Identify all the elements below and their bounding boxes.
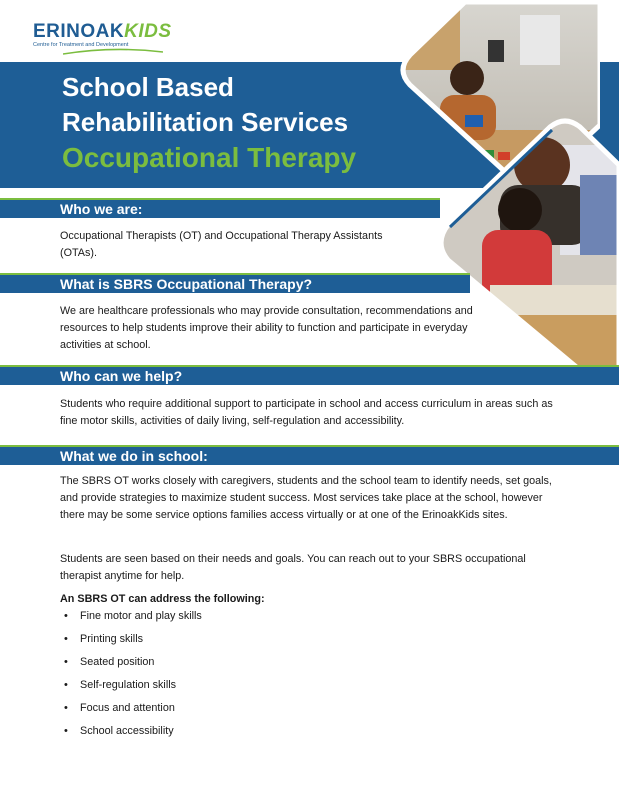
section-bar-who-can-we-help — [0, 365, 619, 385]
section-title-who-we-are: Who we are: — [60, 201, 143, 217]
logo-erinoak-text: ERINOAK — [33, 21, 125, 42]
section-title-what-is: What is SBRS Occupational Therapy? — [60, 276, 313, 292]
erinoakkids-logo — [33, 22, 173, 52]
logo-kids-text: KIDS — [124, 21, 172, 42]
list-item: • School accessibility — [62, 720, 202, 743]
section-bar-what-we-do — [0, 445, 619, 465]
who-can-we-help-text: Students who require additional support to participate in school and access curriculum in areas such as fine motor skills, activities of daily living, self-regulation and accessibility. — [60, 398, 553, 427]
list-item: • Printing skills — [62, 628, 202, 651]
logo-subtitle: Centre for Treatment and Development — [33, 42, 129, 48]
what-is-text: We are healthcare professionals who may provide consultation, recommendations and resources to help students improve their ability to function and participate in everyday activities at school. — [60, 305, 473, 351]
services-list — [62, 605, 202, 743]
list-item: • Seated position — [62, 651, 202, 674]
who-we-are-text: Occupational Therapists (OT) and Occupational Therapy Assistants (OTAs). — [60, 230, 383, 259]
list-heading: An SBRS OT can address the following: — [60, 593, 265, 605]
section-bar-who-we-are — [0, 198, 440, 218]
what-we-do-paragraph-1: The SBRS OT works closely with caregivers, students and the school team to identify needs, set goals, and provide strategies to maximize student success. Most services take place at the school, however there may be some service options families access virtually or at one of the ErinoakKids sites. — [60, 475, 552, 521]
section-title-who-can-we-help: Who can we help? — [60, 368, 183, 384]
what-we-do-paragraph-2: Students are seen based on their needs and goals. You can reach out to your SBRS occupational therapist anytime for help. — [60, 553, 526, 582]
logo-swoosh-icon — [63, 48, 163, 56]
section-bar-what-is — [0, 273, 470, 293]
list-item: • Self-regulation skills — [62, 674, 202, 697]
list-item: • Focus and attention — [62, 697, 202, 720]
title-line-2: Rehabilitation Services — [62, 107, 349, 137]
title-line-1: School Based — [62, 72, 234, 102]
list-item: • Fine motor and play skills — [62, 605, 202, 628]
title-line-3: Occupational Therapy — [62, 142, 357, 173]
section-title-what-we-do: What we do in school: — [60, 448, 208, 464]
